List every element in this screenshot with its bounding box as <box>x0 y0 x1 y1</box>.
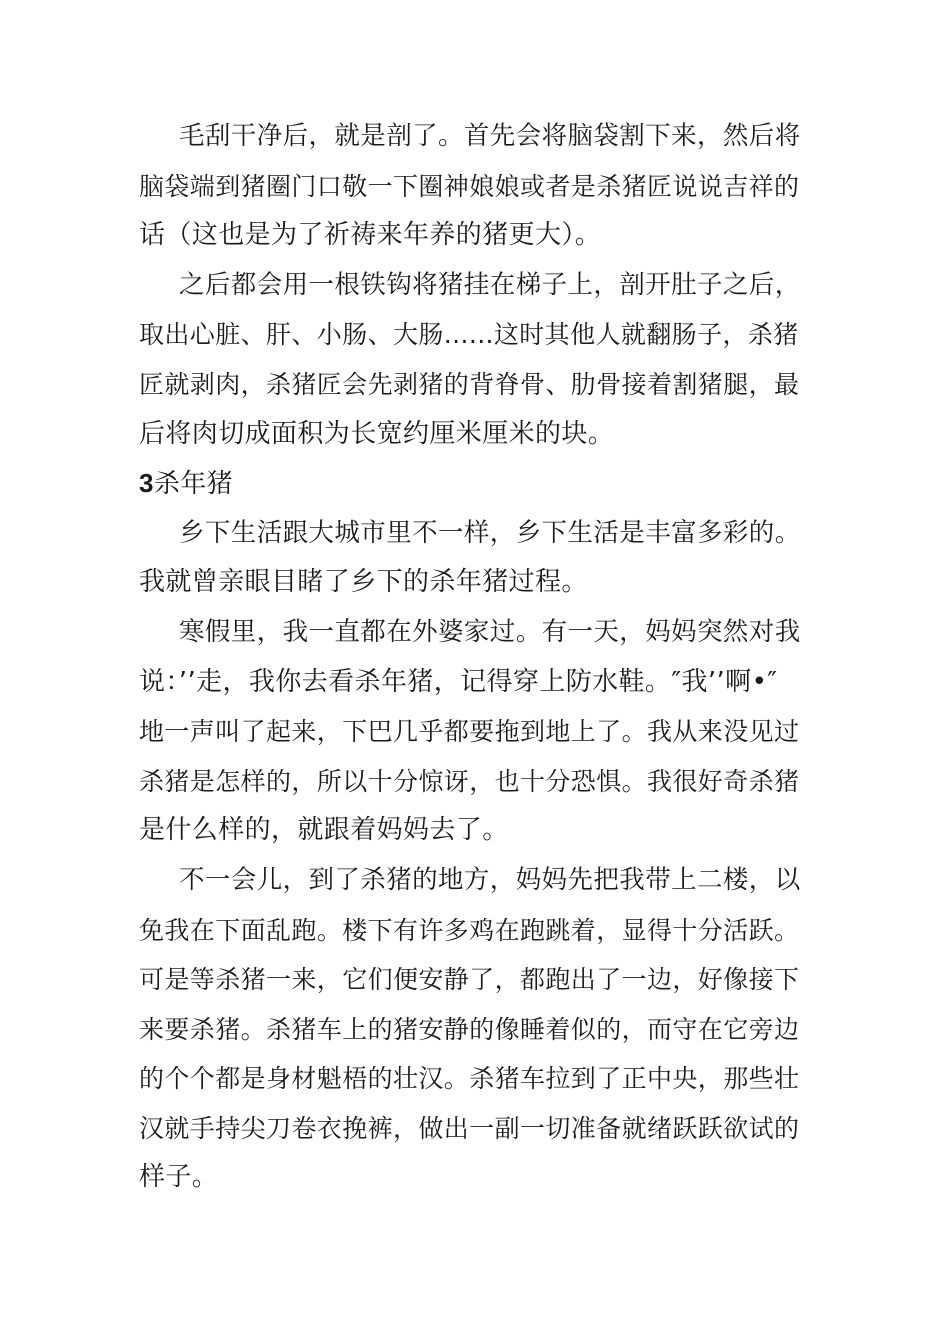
paragraph <box>139 509 807 608</box>
text-line: 是什么样的，就跟着妈妈去了。 <box>139 815 509 846</box>
paragraph <box>139 261 807 459</box>
section-heading <box>139 459 807 509</box>
text-line: 乡下生活跟大城市里不一样，乡下生活是丰富多彩的。 <box>179 517 801 548</box>
text-line: 地一声叫了起来，下巴几乎都要拖到地上了。我从来没见过 <box>139 717 800 747</box>
section-title: 杀年猪 <box>153 469 234 500</box>
text-line: 话（这也是为了祈祷来年养的猪更大）。 <box>139 220 602 251</box>
paragraph <box>139 608 807 856</box>
text-line: 匠就剥肉，杀猪匠会先剥猪的背脊骨、肋骨接着割猪腿，最 <box>139 369 800 399</box>
text-line: 脑袋端到猪圈门口敬一下圈神娘娘或者是杀猪匠说说吉祥的 <box>139 171 800 201</box>
text-line: 可是等杀猪一来，它们便安静了，都跑出了一边，好像接下 <box>139 965 800 995</box>
text-line: 寒假里，我一直都在外婆家过。有一天，妈妈突然对我 <box>179 616 801 647</box>
text-line: 我就曾亲眼目睹了乡下的杀年猪过程。 <box>139 567 588 598</box>
text-line: 来要杀猪。杀猪车上的猪安静的像睡着似的，而守在它旁边 <box>139 1014 800 1044</box>
text-line: 杀猪是怎样的，所以十分惊讶，也十分恐惧。我很好奇杀猪 <box>139 766 800 796</box>
text-line: 取出心脏、肝、小肠、大肠......这时其他人就翻肠子，杀猪 <box>139 320 799 350</box>
text-line: 汉就手持尖刀卷衣挽裤，做出一副一切准备就绪跃跃欲试的 <box>139 1113 800 1143</box>
text-line: 样子。 <box>139 1162 219 1193</box>
paragraph <box>139 112 807 261</box>
document-body <box>139 112 807 1203</box>
paragraph <box>139 856 807 1203</box>
text-line: 免我在下面乱跑。楼下有许多鸡在跑跳着，显得十分活跃。 <box>139 915 800 945</box>
text-line: 后将肉切成面积为长宽约厘米厘米的块。 <box>139 418 615 449</box>
text-line: 之后都会用一根铁钩将猪挂在梯子上，剖开肚子之后， <box>179 269 801 300</box>
text-line: 毛刮干净后，就是剖了。首先会将脑袋割下来，然后将 <box>179 121 801 151</box>
text-line: 不一会儿，到了杀猪的地方，妈妈先把我带上二楼，以 <box>179 864 801 895</box>
text-line: 说：’’走，我你去看杀年猪，记得穿上防水鞋。″我’’啊•″ <box>139 666 778 697</box>
section-number: 3 <box>139 468 154 499</box>
text-line: 的个个都是身材魁梧的壮汉。杀猪车拉到了正中央，那些壮 <box>139 1064 800 1094</box>
